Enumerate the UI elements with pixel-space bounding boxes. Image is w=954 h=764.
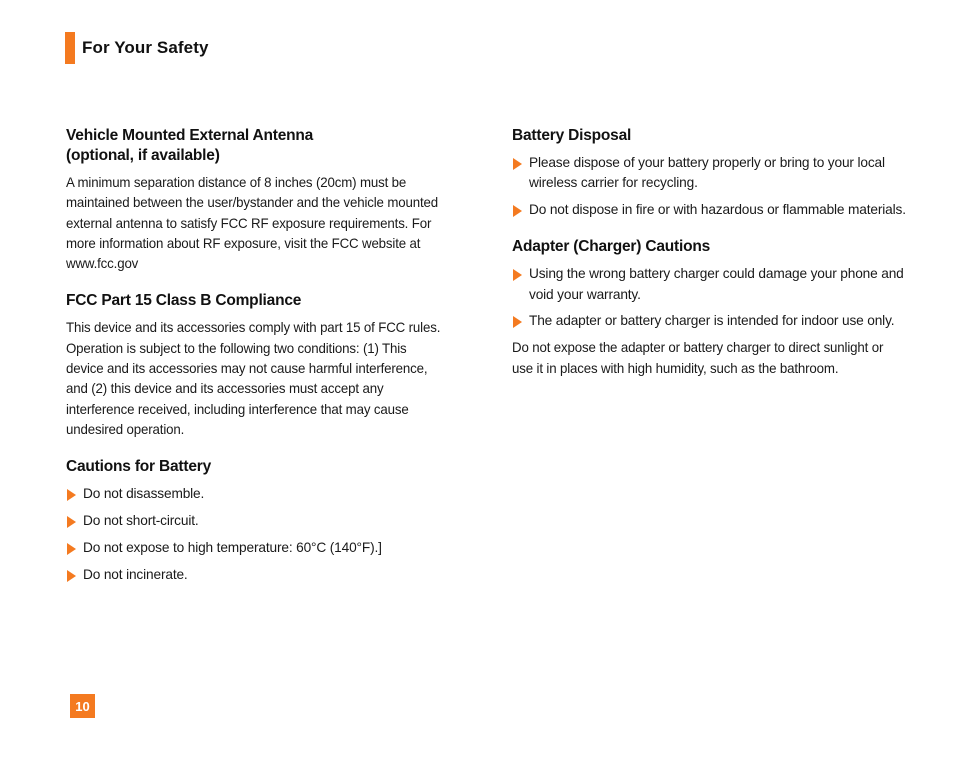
list-item-text: Do not disassemble. (83, 486, 205, 502)
list-item (512, 153, 912, 194)
battery-cautions-list (66, 484, 456, 585)
list-item (66, 484, 456, 504)
right-column (512, 126, 912, 379)
left-column (66, 126, 456, 591)
list-item-text: Do not expose to high temperature: 60°C (140°F).] (83, 539, 382, 555)
list-item (512, 264, 912, 305)
header-accent-bar (65, 32, 75, 64)
page-title: For Your Safety (82, 38, 209, 57)
section-heading-fcc: FCC Part 15 Class B Compliance (66, 292, 302, 310)
section-heading-battery: Cautions for Battery (66, 458, 211, 476)
disposal-list (512, 153, 912, 220)
section-adapter-cautions (512, 237, 912, 378)
list-item-text: Do not incinerate. (83, 566, 188, 582)
antenna-heading-line2: (optional, if available) (66, 147, 220, 164)
list-item (512, 200, 912, 220)
section-vehicle-antenna (66, 126, 456, 274)
bullet-arrow-icon (513, 269, 522, 281)
list-item (66, 538, 456, 558)
adapter-body-text: Do not expose the adapter or battery charger to direct sunlight or use it in places with high humidity, such as the bathroom. (512, 340, 884, 376)
section-heading-antenna (66, 126, 456, 166)
bullet-arrow-icon (67, 489, 76, 501)
page-number-badge: 10 (70, 694, 95, 718)
list-item (66, 511, 456, 531)
bullet-arrow-icon (513, 158, 522, 170)
page-header (65, 32, 209, 64)
list-item-text: Using the wrong battery charger could damage your phone and void your warranty. (529, 266, 904, 302)
antenna-heading-line1: Vehicle Mounted External Antenna (66, 127, 314, 144)
antenna-body-text: A minimum separation distance of 8 inches (20cm) must be maintained between the user/bystander and the vehicle mounted external antenna to satisfy FCC RF exposure requirements. For more information about RF exposure, visit the FCC website at www.fcc.gov (66, 175, 438, 272)
bullet-arrow-icon (67, 516, 76, 528)
bullet-arrow-icon (67, 570, 76, 582)
section-fcc-compliance (66, 291, 456, 440)
bullet-arrow-icon (513, 316, 522, 328)
section-heading-adapter: Adapter (Charger) Cautions (512, 238, 711, 256)
list-item (512, 311, 912, 331)
bullet-arrow-icon (513, 205, 522, 217)
section-battery-cautions (66, 457, 456, 585)
list-item-text: Do not dispose in fire or with hazardous or flammable materials. (529, 202, 906, 218)
bullet-arrow-icon (67, 543, 76, 555)
list-item (66, 565, 456, 585)
list-item-text: Please dispose of your battery properly or bring to your local wireless carrier for recycling. (529, 155, 885, 191)
section-heading-disposal: Battery Disposal (512, 127, 632, 144)
section-battery-disposal (512, 126, 912, 220)
fcc-body-text: This device and its accessories comply with part 15 of FCC rules. Operation is subject to the following two conditions: (1) This device and its accessories may not cause harmful interference, and (2) this device and its accessories must accept any interference received, including interference that may cause undesired operation. (66, 320, 441, 437)
list-item-text: Do not short-circuit. (83, 513, 199, 529)
list-item-text: The adapter or battery charger is intended for indoor use only. (529, 313, 895, 329)
adapter-cautions-list (512, 264, 912, 331)
